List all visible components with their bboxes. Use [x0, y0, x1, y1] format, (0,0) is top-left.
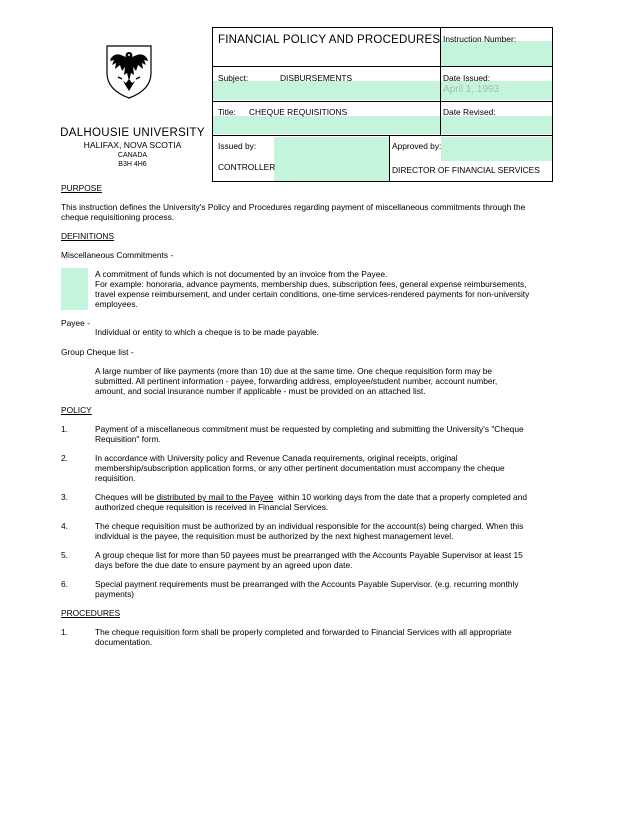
- subject-label: Subject:: [218, 73, 249, 83]
- university-postal-code: B3H 4H6: [118, 161, 147, 168]
- instruction-number-field: [441, 41, 552, 66]
- definition-text-line: travel expense reimbursement, and under certain conditions, one-time services-rendered payments for non-university: [95, 289, 530, 299]
- university-name: DALHOUSIE UNIVERSITY: [60, 127, 205, 139]
- policy-item-line: membership/subscription application forms, or any other pertinent documentation must accompany the cheque: [95, 463, 505, 473]
- definition-term-group: Group Cheque list -: [61, 347, 134, 357]
- approved-by-value: DIRECTOR OF FINANCIAL SERVICES: [392, 165, 540, 175]
- policy-header-table: [212, 27, 553, 182]
- definition-text-line: Individual or entity to which a cheque is to be made payable.: [95, 327, 319, 337]
- policy-text-segment: within 10 working days from the date that a properly completed and: [273, 492, 528, 502]
- approved-by-label: Approved by:: [392, 141, 442, 151]
- policy-item-line: A group cheque list for more than 50 payees must be prearranged with the Accounts Payable Supervisor at least 15: [95, 550, 523, 560]
- procedure-item-number: 1.: [61, 627, 68, 637]
- policy-heading: POLICY: [61, 405, 92, 415]
- definition-term-payee: Payee -: [61, 318, 90, 328]
- purpose-line: cheque requisitioning process.: [61, 212, 175, 222]
- instruction-number-label: Instruction Number:: [443, 34, 517, 44]
- policy-text-segment: Cheques will be: [95, 492, 157, 502]
- approved-by-signature-field: [441, 137, 552, 161]
- policy-item-number: 2.: [61, 453, 68, 463]
- date-revised-label: Date Revised:: [443, 107, 496, 117]
- definition-text-line: A commitment of funds which is not documented by an invoice from the Payee.: [95, 269, 388, 279]
- policy-item-line: requisition.: [95, 473, 136, 483]
- procedures-heading: PROCEDURES: [61, 608, 121, 618]
- definition-text-line: amount, and social insurance number if applicable - must be provided on an attached list.: [95, 386, 426, 396]
- date-issued-label: Date Issued:: [443, 73, 491, 83]
- issued-by-label: Issued by:: [218, 141, 257, 151]
- date-revised-field: [441, 116, 552, 134]
- definition-text-line: For example: honoraria, advance payments, membership dues, subscription fees, general expense reimbursements,: [95, 279, 527, 289]
- issued-by-value: CONTROLLER: [218, 162, 276, 172]
- definition-highlight-box: [61, 268, 88, 310]
- policy-item-line: payments): [95, 589, 135, 599]
- definition-term-misc: Miscellaneous Commitments -: [61, 250, 174, 260]
- policy-item-number: 5.: [61, 550, 68, 560]
- policy-item-line: Payment of a miscellaneous commitment must be requested by completing and submitting the University's "Cheque: [95, 424, 524, 434]
- policy-item-line: [95, 492, 527, 502]
- definition-text-line: employees.: [95, 299, 138, 309]
- policy-underlined-phrase: distributed by mail to the Payee: [156, 492, 274, 502]
- subject-field-fill: [213, 81, 441, 100]
- policy-item-line: The cheque requisition must be authorized by an individual responsible for the account(s) being charged. When this: [95, 521, 524, 531]
- subject-value: DISBURSEMENTS: [280, 73, 353, 83]
- policy-item-line: individual is the payee, the requisition must be authorized by the next highest management level.: [95, 531, 454, 541]
- procedure-item-line: documentation.: [95, 637, 153, 647]
- policy-item-line: days before the due date to ensure payment by an agreed upon date.: [95, 560, 353, 570]
- university-crest-logo: [104, 43, 154, 99]
- policy-item-number: 6.: [61, 579, 68, 589]
- university-city: HALIFAX, NOVA SCOTIA: [83, 140, 182, 150]
- policy-item-number: 1.: [61, 424, 68, 434]
- purpose-heading: PURPOSE: [61, 183, 102, 193]
- policy-item-line: authorized cheque requisition is received in Financial Services.: [95, 502, 329, 512]
- title-value: CHEQUE REQUISITIONS: [249, 107, 348, 117]
- university-country: CANADA: [117, 152, 148, 159]
- policy-item-number: 3.: [61, 492, 68, 502]
- definition-text-line: A large number of like payments (more than 10) due at the same time. One cheque requisition form may be: [95, 366, 493, 376]
- policy-item-number: 4.: [61, 521, 68, 531]
- definition-text-line: submitted. All pertinent information - payee, forwarding address, employee/student number, account number,: [95, 376, 498, 386]
- title-label: Title:: [218, 107, 236, 117]
- policy-item-line: Special payment requirements must be prearranged with the Accounts Payable Supervisor. (e.g. recurring monthly: [95, 579, 519, 589]
- purpose-line: This instruction defines the University's Policy and Procedures regarding payment of miscellaneous commitments through the: [61, 202, 526, 212]
- header-title: FINANCIAL POLICY AND PROCEDURES: [218, 34, 441, 46]
- issued-by-signature-field: [274, 137, 390, 181]
- title-field-fill: [213, 116, 441, 134]
- policy-item-line: Requisition" form.: [95, 434, 161, 444]
- policy-item-line: In accordance with University policy and Revenue Canada requirements, original receipts, original: [95, 453, 458, 463]
- date-issued-value: April 1, 1993: [443, 84, 500, 95]
- procedure-item-line: The cheque requisition form shall be properly completed and forwarded to Financial Services with all appropriate: [95, 627, 512, 637]
- definitions-heading: DEFINITIONS: [61, 231, 115, 241]
